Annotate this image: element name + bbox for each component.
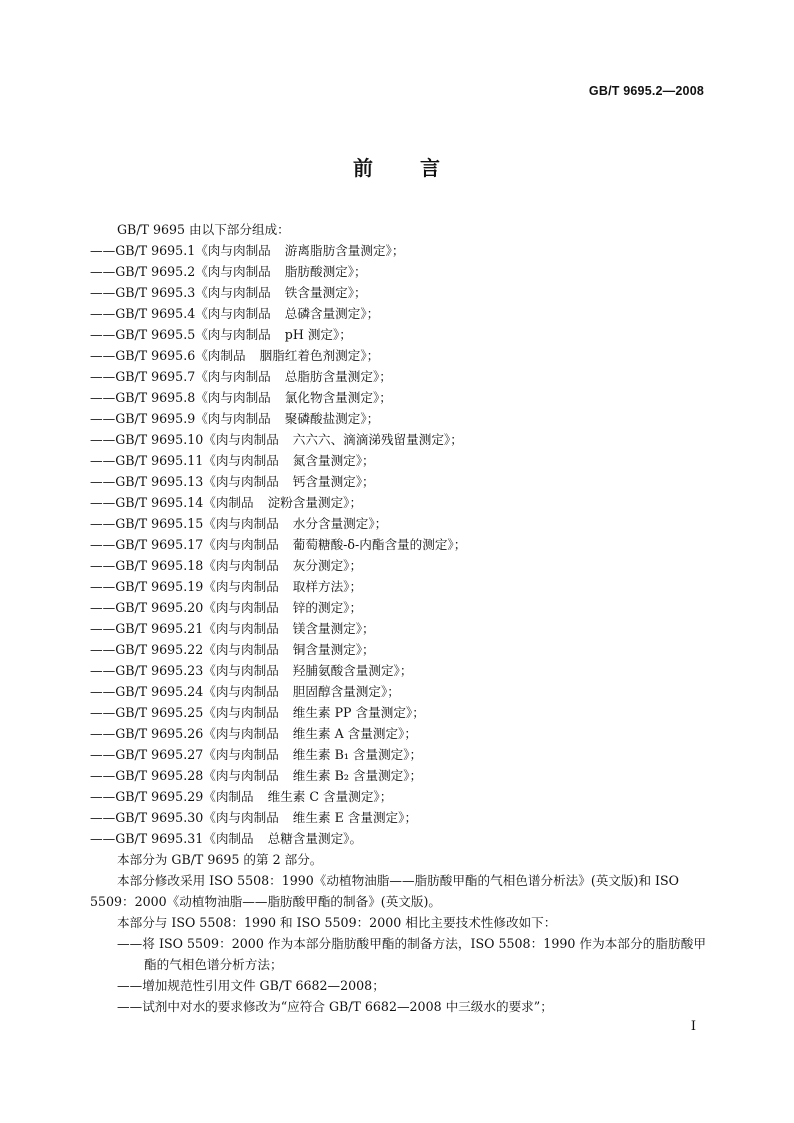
part-code: ——GB/T 9695.22《肉与肉制品 bbox=[90, 642, 279, 657]
part-name: 脂肪酸测定》； bbox=[284, 264, 367, 279]
part-code: ——GB/T 9695.21《肉与肉制品 bbox=[90, 621, 279, 636]
part-code: ——GB/T 9695.1《肉与肉制品 bbox=[90, 243, 271, 258]
modification-item: ——试剂中对水的要求修改为“应符合 GB/T 6682—2008 中三级水的要求”； bbox=[117, 999, 553, 1014]
part-name: 水分含量测定》； bbox=[292, 516, 388, 531]
part-name: 聚磷酸盐测定》； bbox=[284, 411, 380, 426]
part-name: 游离脂肪含量测定》； bbox=[284, 243, 405, 258]
part-code: ——GB/T 9695.30《肉与肉制品 bbox=[90, 810, 279, 825]
part-name: 维生素 B₁ 含量测定》； bbox=[292, 747, 423, 762]
part-code: ——GB/T 9695.4《肉与肉制品 bbox=[90, 306, 271, 321]
page-number: I bbox=[690, 1019, 696, 1034]
part-code: ——GB/T 9695.9《肉与肉制品 bbox=[90, 411, 271, 426]
part-code: ——GB/T 9695.27《肉与肉制品 bbox=[90, 747, 279, 762]
list-item bbox=[90, 240, 706, 261]
parts-list bbox=[90, 240, 706, 849]
part-name: 镁含量测定》； bbox=[292, 621, 375, 636]
part-code: ——GB/T 9695.19《肉与肉制品 bbox=[90, 579, 279, 594]
list-item bbox=[90, 786, 706, 807]
part-name: 铜含量测定》； bbox=[292, 642, 375, 657]
standard-code: GB/T 9695.2—2008 bbox=[588, 84, 704, 98]
part-name: 钙含量测定》； bbox=[292, 474, 375, 489]
part-code: ——GB/T 9695.3《肉与肉制品 bbox=[90, 285, 271, 300]
part-name: 葡萄糖酸-δ-内酯含量的测定》； bbox=[292, 537, 467, 552]
list-item bbox=[90, 471, 706, 492]
part-code: ——GB/T 9695.25《肉与肉制品 bbox=[90, 705, 279, 720]
list-item bbox=[90, 681, 706, 702]
part-code: ——GB/T 9695.15《肉与肉制品 bbox=[90, 516, 279, 531]
list-item bbox=[90, 597, 706, 618]
modification-item: ——增加规范性引用文件 GB/T 6682—2008； bbox=[117, 978, 385, 993]
part-code: ——GB/T 9695.13《肉与肉制品 bbox=[90, 474, 279, 489]
list-item bbox=[90, 513, 706, 534]
part-code: ——GB/T 9695.11《肉与肉制品 bbox=[90, 453, 279, 468]
paragraph-part-number: 本部分为 GB/T 9695 的第 2 部分。 bbox=[117, 852, 323, 867]
part-code: ——GB/T 9695.14《肉制品 bbox=[90, 495, 254, 510]
title-char-2: 言 bbox=[420, 156, 441, 180]
modification-item: ——将 ISO 5509：2000 作为本部分脂肪酸甲酯的制备方法，ISO 5508：1990 作为本部分的脂肪酸甲酯的气相色谱分析方法； bbox=[117, 936, 706, 972]
list-item bbox=[90, 639, 706, 660]
part-code: ——GB/T 9695.31《肉制品 bbox=[90, 831, 254, 846]
part-name: 铁含量测定》； bbox=[284, 285, 367, 300]
part-code: ——GB/T 9695.24《肉与肉制品 bbox=[90, 684, 279, 699]
list-item bbox=[90, 765, 706, 786]
list-item bbox=[90, 261, 706, 282]
part-code: ——GB/T 9695.10《肉与肉制品 bbox=[90, 432, 279, 447]
part-name: 氮含量测定》； bbox=[292, 453, 375, 468]
list-item bbox=[90, 429, 706, 450]
list-item bbox=[90, 345, 706, 366]
intro-line: GB/T 9695 由以下部分组成： bbox=[117, 222, 290, 237]
list-item bbox=[90, 828, 706, 849]
part-name: 维生素 B₂ 含量测定》； bbox=[292, 768, 423, 783]
part-name: 灰分测定》； bbox=[292, 558, 363, 573]
list-item bbox=[90, 660, 706, 681]
part-name: 维生素 PP 含量测定》； bbox=[292, 705, 425, 720]
list-item bbox=[90, 534, 706, 555]
paragraph-adoption: 本部分修改采用 ISO 5508：1990《动植物油脂——脂肪酸甲酯的气相色谱分析法》(英文版)和 ISO 5509：2000《动植物油脂——脂肪酸甲酯的制备》(英文版)。 bbox=[90, 873, 679, 909]
part-code: ——GB/T 9695.8《肉与肉制品 bbox=[90, 390, 271, 405]
list-item bbox=[90, 324, 706, 345]
part-name: 维生素 A 含量测定》； bbox=[292, 726, 417, 741]
part-name: 胆固醇含量测定》； bbox=[292, 684, 400, 699]
part-code: ——GB/T 9695.7《肉与肉制品 bbox=[90, 369, 271, 384]
part-code: ——GB/T 9695.17《肉与肉制品 bbox=[90, 537, 279, 552]
part-name: 总脂肪含量测定》； bbox=[284, 369, 392, 384]
document-body bbox=[90, 219, 706, 1017]
part-name: 胭脂红着色剂测定》； bbox=[259, 348, 380, 363]
part-code: ——GB/T 9695.28《肉与肉制品 bbox=[90, 768, 279, 783]
part-name: 淀粉含量测定》； bbox=[267, 495, 363, 510]
page-title bbox=[0, 152, 794, 181]
part-name: 氯化物含量测定》； bbox=[284, 390, 392, 405]
part-code: ——GB/T 9695.29《肉制品 bbox=[90, 789, 254, 804]
part-name: pH 测定》； bbox=[284, 327, 352, 342]
list-item bbox=[90, 387, 706, 408]
title-char-1: 前 bbox=[353, 156, 374, 180]
list-item bbox=[90, 492, 706, 513]
list-item bbox=[90, 723, 706, 744]
list-item bbox=[90, 702, 706, 723]
list-item bbox=[90, 366, 706, 387]
list-item bbox=[90, 618, 706, 639]
part-name: 锌的测定》； bbox=[292, 600, 363, 615]
part-code: ——GB/T 9695.20《肉与肉制品 bbox=[90, 600, 279, 615]
list-item bbox=[90, 303, 706, 324]
part-code: ——GB/T 9695.2《肉与肉制品 bbox=[90, 264, 271, 279]
list-item bbox=[90, 576, 706, 597]
list-item bbox=[90, 555, 706, 576]
part-name: 总磷含量测定》； bbox=[284, 306, 380, 321]
list-item bbox=[90, 450, 706, 471]
part-name: 六六六、滴滴涕残留量测定》； bbox=[292, 432, 463, 447]
part-code: ——GB/T 9695.5《肉与肉制品 bbox=[90, 327, 271, 342]
part-code: ——GB/T 9695.23《肉与肉制品 bbox=[90, 663, 279, 678]
list-item bbox=[90, 282, 706, 303]
part-name: 总糖含量测定》。 bbox=[267, 831, 363, 846]
part-name: 羟脯氨酸含量测定》； bbox=[292, 663, 413, 678]
part-code: ——GB/T 9695.26《肉与肉制品 bbox=[90, 726, 279, 741]
list-item bbox=[90, 408, 706, 429]
part-code: ——GB/T 9695.6《肉制品 bbox=[90, 348, 246, 363]
part-name: 取样方法》； bbox=[292, 579, 363, 594]
part-code: ——GB/T 9695.18《肉与肉制品 bbox=[90, 558, 279, 573]
list-item bbox=[90, 807, 706, 828]
part-name: 维生素 E 含量测定》； bbox=[292, 810, 418, 825]
list-item bbox=[90, 744, 706, 765]
paragraph-modifications-intro: 本部分与 ISO 5508：1990 和 ISO 5509：2000 相比主要技术性修改如下： bbox=[117, 915, 557, 930]
part-name: 维生素 C 含量测定》； bbox=[267, 789, 393, 804]
